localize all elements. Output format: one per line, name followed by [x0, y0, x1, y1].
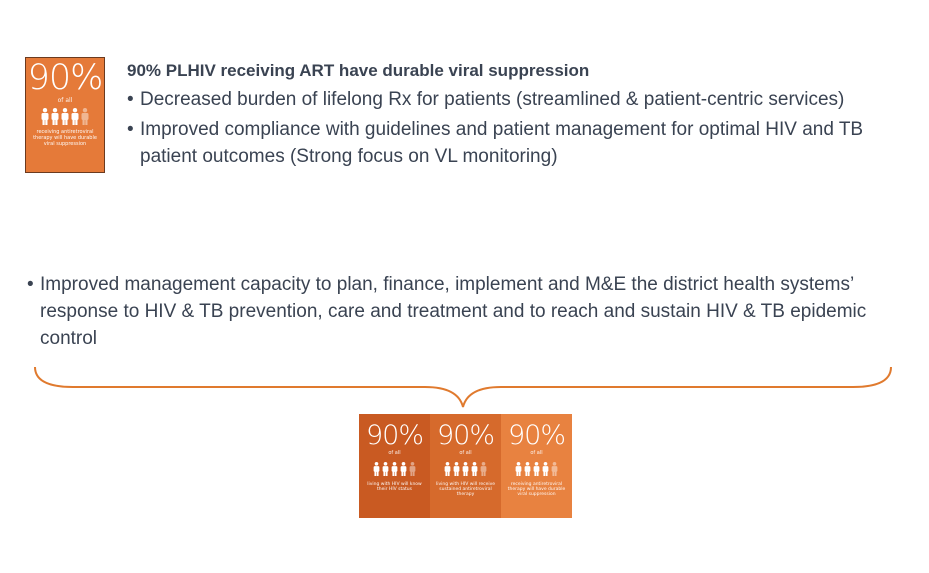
- tile-percent: 90%: [507, 420, 565, 451]
- bullet-dot: •: [27, 274, 34, 295]
- curly-brace: [33, 365, 893, 410]
- tile-percent: 90%: [27, 58, 103, 98]
- person-icon: [453, 462, 460, 476]
- person-icon: [471, 462, 478, 476]
- tile-caption: receiving antiretroviral therapy will have durable viral suppression: [33, 129, 97, 147]
- top-bullet-list: [127, 86, 887, 173]
- bullet-item: [27, 271, 917, 352]
- people-icon-row: [515, 462, 558, 476]
- viral-suppression-tile: [25, 57, 105, 173]
- person-icon: [41, 108, 49, 125]
- tile-of-all: of all: [459, 450, 472, 456]
- tile-of-all: of all: [388, 450, 401, 456]
- tile-of-all: of all: [57, 97, 73, 104]
- person-icon: [524, 462, 531, 476]
- person-icon: [462, 462, 469, 476]
- receive-art-tile: [430, 414, 501, 518]
- people-icon-row: [444, 462, 487, 476]
- bullet-item: [127, 116, 887, 170]
- bullet-text: Improved management capacity to plan, finance, implement and M&E the district health systems’ response to HIV & TB prevention, care and treatment and to reach and sustain HIV & TB epidemic control: [40, 274, 867, 349]
- tile-caption: receiving antiretroviral therapy will have durable viral suppression: [507, 482, 566, 498]
- person-icon: [400, 462, 407, 476]
- tile-percent: 90%: [365, 420, 423, 451]
- person-icon: [533, 462, 540, 476]
- person-icon: [444, 462, 451, 476]
- tile-of-all: of all: [530, 450, 543, 456]
- person-icon: [382, 462, 389, 476]
- bullet-item: [127, 86, 887, 113]
- bullet-dot: •: [127, 89, 134, 110]
- person-icon: [51, 108, 59, 125]
- people-icon-row: [373, 462, 416, 476]
- know-status-tile: [359, 414, 430, 518]
- bottom-bullet-list: [27, 271, 917, 352]
- tile-percent: 90%: [436, 420, 494, 451]
- bullet-dot: •: [127, 119, 134, 140]
- person-icon-faded: [409, 462, 416, 476]
- person-icon-faded: [551, 462, 558, 476]
- ninety-ninety-ninety-tiles: [359, 414, 572, 518]
- people-icon-row: [41, 108, 89, 125]
- person-icon: [515, 462, 522, 476]
- section-heading: 90% PLHIV receiving ART have durable viral suppression: [127, 61, 590, 80]
- person-icon: [391, 462, 398, 476]
- person-icon: [542, 462, 549, 476]
- person-icon-faded: [81, 108, 89, 125]
- person-icon: [373, 462, 380, 476]
- tile-caption: living with HIV will know their HIV status: [367, 482, 422, 493]
- person-icon: [71, 108, 79, 125]
- bullet-text: Improved compliance with guidelines and patient management for optimal HIV and TB patient outcomes (Strong focus on VL monitoring): [140, 119, 864, 167]
- viral-suppression-tile: [501, 414, 572, 518]
- person-icon: [61, 108, 69, 125]
- person-icon-faded: [480, 462, 487, 476]
- bullet-text: Decreased burden of lifelong Rx for patients (streamlined & patient-centric services): [140, 89, 845, 110]
- tile-caption: living with HIV will receive sustained antiretroviral therapy: [435, 482, 496, 498]
